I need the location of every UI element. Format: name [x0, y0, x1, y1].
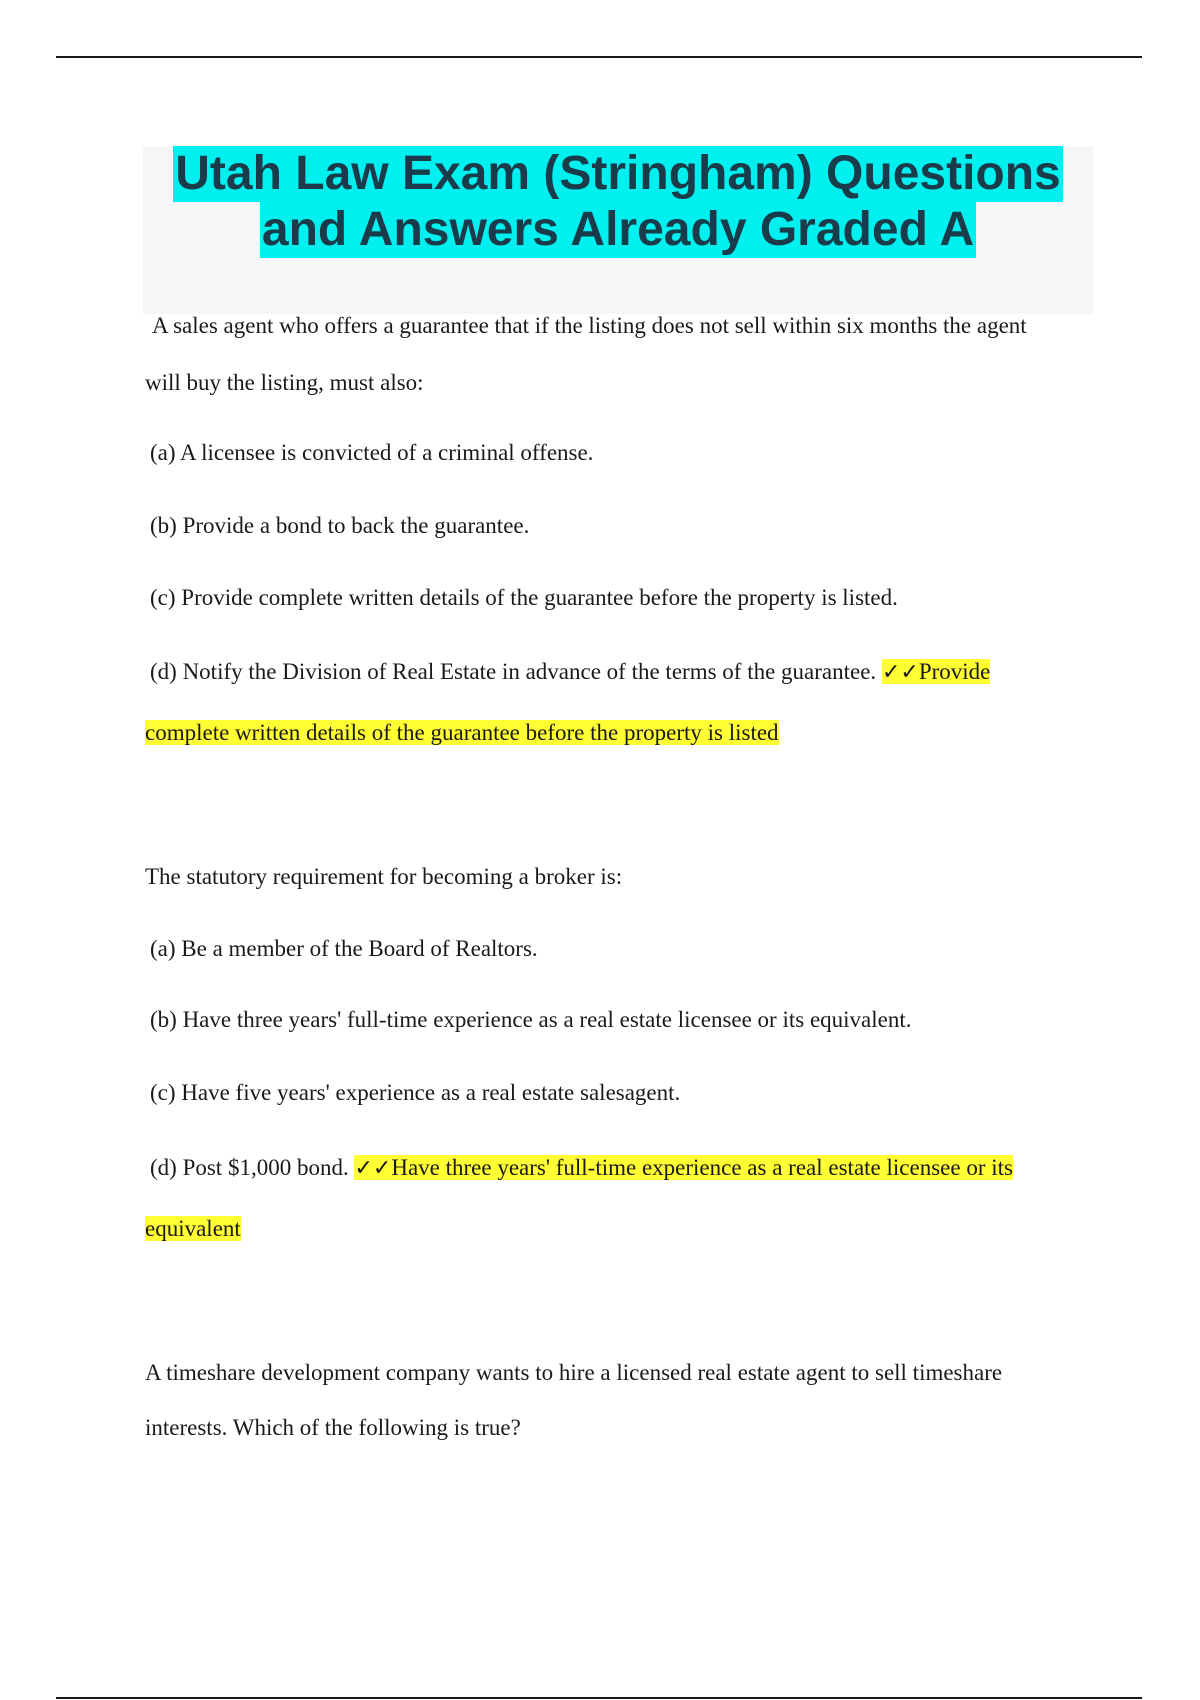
- question-2-option-a: (a) Be a member of the Board of Realtors.: [150, 936, 538, 961]
- question-1-option-d-line: [150, 657, 990, 688]
- question-1-answer-line-2: [145, 718, 779, 748]
- double-check-icon: ✓✓: [881, 660, 919, 685]
- question-2-answer-part-2: equivalent: [145, 1216, 241, 1241]
- document-title-line-1: Utah Law Exam (Stringham) Questions: [175, 147, 1061, 200]
- title-block: [143, 146, 1093, 314]
- title-row-1: [143, 146, 1093, 202]
- question-1-answer-highlight: [882, 659, 990, 684]
- question-1-answer-part-2: complete written details of the guarantee before the property is listed: [145, 720, 779, 745]
- question-2-answer-line-2: [145, 1214, 241, 1244]
- question-3-stem-line-2: interests. Which of the following is true?: [145, 1415, 521, 1440]
- question-1-option-b: (b) Provide a bond to back the guarantee.: [150, 513, 530, 538]
- question-2-option-d: (d) Post $1,000 bond.: [150, 1155, 349, 1180]
- question-1-option-a: (a) A licensee is convicted of a criminal offense.: [150, 440, 594, 465]
- bottom-rule: [56, 1697, 1142, 1699]
- question-2-option-d-line: [150, 1153, 1013, 1184]
- document-title-line-2: and Answers Already Graded A: [261, 203, 975, 256]
- question-1-option-d: (d) Notify the Division of Real Estate in advance of the terms of the guarantee.: [150, 659, 877, 684]
- question-2-stem: The statutory requirement for becoming a broker is:: [145, 864, 623, 889]
- question-2-option-b: (b) Have three years' full-time experience as a real estate licensee or its equivalent.: [150, 1007, 912, 1032]
- question-2-option-c: (c) Have five years' experience as a real estate salesagent.: [150, 1080, 681, 1105]
- question-1-option-c: (c) Provide complete written details of the guarantee before the property is listed.: [150, 585, 898, 610]
- title-row-2: [143, 202, 1093, 258]
- double-check-icon: ✓✓: [354, 1156, 392, 1181]
- question-1-stem-line-2: will buy the listing, must also:: [145, 370, 424, 395]
- question-2-answer-part-1: Have three years' full-time experience as a real estate licensee or its: [391, 1155, 1013, 1180]
- question-1-answer-part-1: Provide: [918, 659, 991, 684]
- question-1-stem-line-1: A sales agent who offers a guarantee that if the listing does not sell within six months the agent: [152, 313, 1027, 338]
- question-3-stem-line-1: A timeshare development company wants to hire a licensed real estate agent to sell timeshare: [145, 1360, 1003, 1385]
- question-2-answer-highlight: [354, 1155, 1013, 1180]
- top-rule: [56, 56, 1142, 58]
